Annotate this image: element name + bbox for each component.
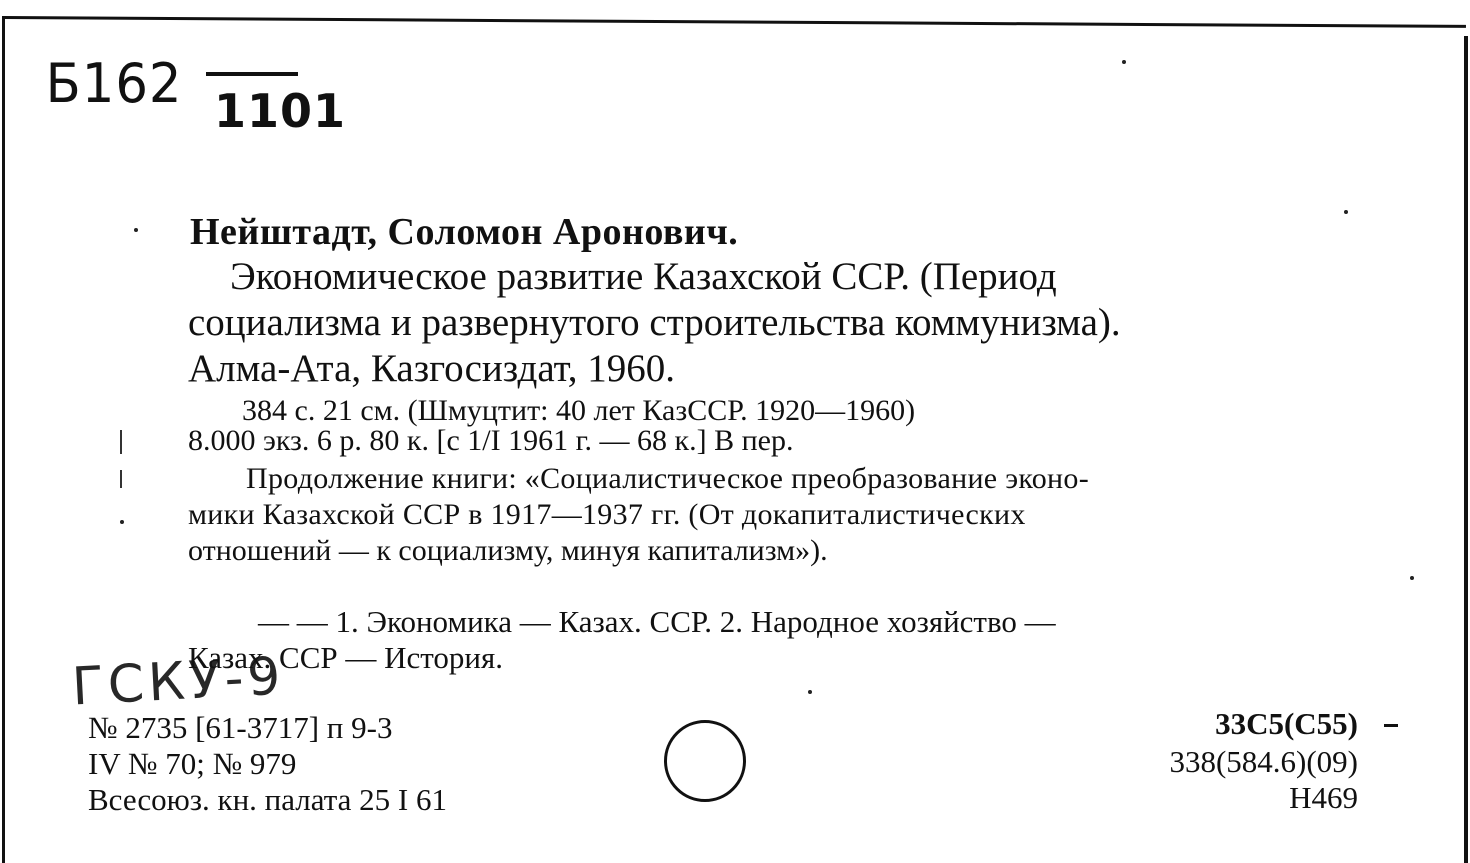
note-line-3: отношений — к социализму, минуя капитализм»). (188, 534, 828, 567)
punch-hole-circle (664, 720, 746, 802)
footer-left-line-2: IV № 70; № 979 (88, 746, 297, 781)
scan-speck (1344, 210, 1348, 214)
note-line-1: Продолжение книги: «Социалистическое преобразование эконо- (246, 462, 1089, 495)
title-line-1: Экономическое развитие Казахской ССР. (Период (230, 255, 1057, 298)
author-mark: H469 (1289, 780, 1358, 815)
footer-left-line-3: Всесоюз. кн. палата 25 I 61 (88, 782, 447, 817)
scan-mark (120, 470, 122, 488)
scan-speck (134, 228, 138, 232)
shelf-mark-bottom: 1101 (214, 84, 347, 138)
card-right-edge (1464, 36, 1468, 863)
classification-code: 33C5(C55) (1215, 706, 1358, 741)
collation-line-1: 384 с. 21 см. (Шмуцтит: 40 лет КазССР. 1920—1960) (242, 394, 916, 427)
scan-speck (1122, 60, 1126, 64)
margin-dash-mark (1384, 724, 1398, 727)
card-left-edge (2, 16, 5, 863)
scan-speck (1410, 576, 1414, 580)
subjects-line-1: — — 1. Экономика — Казах. ССР. 2. Народное хозяйство — (258, 604, 1056, 639)
card-top-edge (4, 16, 1466, 28)
note-line-2: мики Казахской ССР в 1917—1937 гг. (От докапиталистических (188, 498, 1026, 531)
scan-speck (120, 520, 124, 524)
handwritten-stamp-note: ГСКУ-9 (70, 646, 286, 718)
subjects-line-2: Казах. ССР — История. (188, 640, 504, 675)
title-line-2: социализма и развернутого строительства коммунизма). (188, 301, 1121, 344)
shelf-mark-divider (206, 72, 298, 76)
scan-mark (120, 430, 122, 454)
imprint-line: Алма-Ата, Казгосиздат, 1960. (188, 347, 675, 390)
footer-left-line-1: № 2735 [61-3717] п 9-3 (88, 710, 393, 745)
udc-code: 338(584.6)(09) (1169, 744, 1358, 779)
scan-speck (808, 690, 812, 694)
shelf-mark-top: Б162 (45, 52, 183, 115)
collation-line-2: 8.000 экз. 6 р. 80 к. [с 1/I 1961 г. — 68 к.] В пер. (188, 424, 794, 457)
author-heading: Нейштадт, Соломон Аронович. (190, 211, 739, 253)
